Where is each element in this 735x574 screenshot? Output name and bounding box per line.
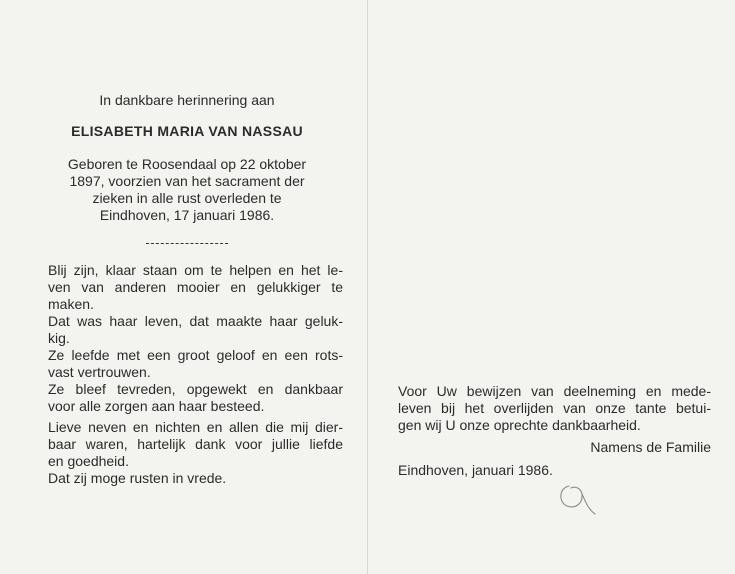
birth-line-1: Geboren te Roosendaal op 22 oktober [67,156,307,172]
right-page [368,0,735,574]
poem-line: vast vertrouwen. [48,364,151,380]
thanks-line: Voor Uw bewijzen van deelneming en mede- [398,383,711,399]
poem-line: Dat was haar leven, dat maakte haar geluk- [48,313,343,329]
poem-line: ven van anderen mooier en gelukkiger te [48,279,343,295]
poem-line: Ze leefde met een groot geloof en een rots- [48,347,343,363]
poem-line: Ze bleef tevreden, opgewekt en dankbaar [48,381,343,397]
poem-line: Lieve neven en nichten en allen die mij dier- [48,419,343,435]
place-date: Eindhoven, januari 1986. [398,462,553,478]
poem-line: Dat zij moge rusten in vrede. [48,470,227,486]
pencil-mark [555,480,605,520]
poem-line: baar waren, hartelijk dank voor jullie liefde [48,436,343,452]
poem-line: maken. [48,296,94,312]
birth-line-3: zieken in alle rust overleden te [92,190,282,206]
left-page [0,0,367,574]
poem-line: Blij zijn, klaar staan om te helpen en het le- [48,262,343,278]
thanks-line: gen wij U onze oprechte dankbaarheid. [398,417,641,433]
heading: In dankbare herinnering aan [99,92,275,108]
birth-line-2: 1897, voorzien van het sacrament der [69,173,305,189]
signature: Namens de Familie [590,439,711,455]
thanks-line: leven bij het overlijden van onze tante betui- [398,400,711,416]
birth-line-4: Eindhoven, 17 januari 1986. [99,207,275,223]
separator [146,243,228,244]
poem-line: en goedheid. [48,453,129,469]
deceased-name: ELISABETH MARIA VAN NASSAU [71,123,303,139]
poem-line: voor alle zorgen aan haar besteed. [48,398,265,414]
poem-line: kig. [48,330,70,346]
